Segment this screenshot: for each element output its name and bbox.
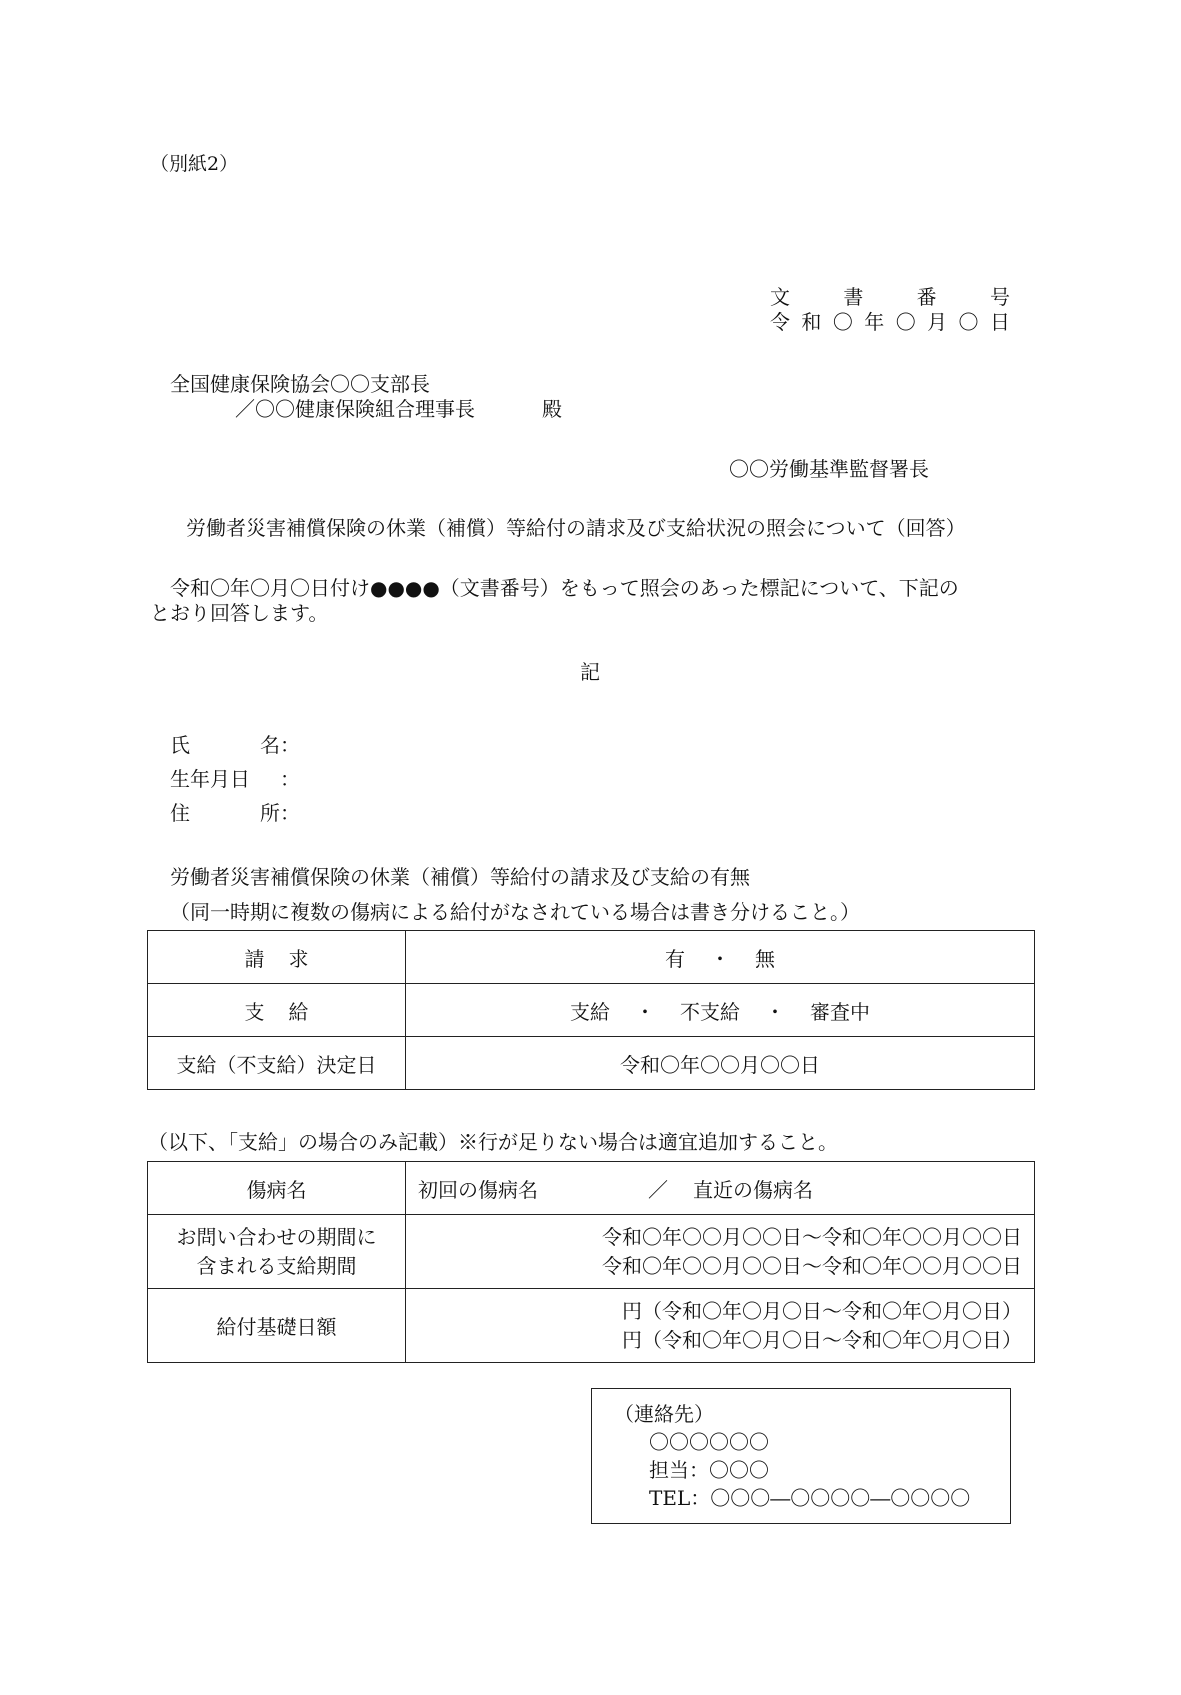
first-disease-label: 初回の傷病名 (418, 1177, 538, 1202)
label-char: 氏 (170, 733, 190, 757)
table-row (148, 1037, 1035, 1090)
addressee-honorific: 殿 (542, 397, 562, 421)
disease-separator: ／ (648, 1177, 668, 1202)
table-row (148, 1215, 1035, 1289)
label-char: 給 (288, 999, 309, 1024)
field-birthdate (170, 763, 300, 792)
body-line-2: とおり回答します。 (150, 601, 329, 625)
table1-note: （同一時期に複数の傷病による給付がなされている場合は書き分けること。） (170, 900, 860, 924)
option-separator: ・ (765, 999, 785, 1024)
field-name-colon: ： (280, 733, 300, 757)
label-char: 名 (260, 733, 280, 757)
benefit-line: 円（令和〇年〇月〇日～令和〇年〇月〇日） (622, 1298, 1022, 1323)
table2-heading: （以下、「支給」の場合のみ記載）※行が足りない場合は適宜追加すること。 (148, 1130, 838, 1154)
table-row (148, 931, 1035, 984)
option-under-review: 審査中 (810, 999, 870, 1024)
field-birthdate-label (170, 763, 280, 792)
payment-options (406, 984, 1035, 1037)
field-birthdate-colon: ： (280, 767, 300, 791)
payment-label (148, 984, 406, 1037)
docno-char: 番 (916, 285, 937, 309)
field-name-label (170, 729, 280, 758)
daily-benefit-label: 給付基礎日額 (148, 1289, 406, 1363)
option-separator: ・ (635, 999, 655, 1024)
table-row (148, 1289, 1035, 1363)
label-char: 住 (170, 801, 190, 825)
date-char: 〇 (958, 310, 979, 334)
option-separator: ・ (710, 946, 730, 971)
contact-telephone: TEL：〇〇〇―〇〇〇〇―〇〇〇〇 (649, 1486, 971, 1510)
claim-label (148, 931, 406, 984)
body-line-1: 令和〇年〇月〇日付け●●●●（文書番号）をもって照会のあった標記について、下記の (170, 576, 959, 600)
decision-date-value: 令和〇年〇〇月〇〇日 (406, 1037, 1035, 1090)
date-char: 和 (801, 310, 822, 334)
label-char: 支 (244, 999, 265, 1024)
option-no: 無 (755, 946, 775, 971)
period-line: 令和〇年〇〇月〇〇日～令和〇年〇〇月〇〇日 (602, 1253, 1022, 1278)
label-line: 含まれる支給期間 (196, 1253, 357, 1278)
document-number-label (770, 287, 1010, 312)
annex-label: （別紙2） (150, 153, 239, 175)
document-date (770, 312, 1010, 337)
date-char: 月 (927, 310, 948, 334)
decision-date-label: 支給（不支給）決定日 (148, 1037, 406, 1090)
claim-status-table (147, 930, 1035, 1090)
daily-benefit-value (406, 1289, 1035, 1363)
sender-name: 〇〇労働基準監督署長 (729, 457, 929, 481)
date-char: 令 (770, 310, 790, 334)
contact-box (591, 1388, 1011, 1524)
contact-title: （連絡先） (614, 1402, 714, 1426)
document-number-block (770, 287, 1010, 337)
field-name (170, 729, 300, 758)
contact-person: 担当：〇〇〇 (649, 1458, 769, 1482)
payment-detail-table (147, 1161, 1035, 1363)
document-subject: 労働者災害補償保険の休業（補償）等給付の請求及び支給状況の照会について（回答） (186, 516, 966, 540)
label-char: 請 (244, 946, 265, 971)
latest-disease-label: 直近の傷病名 (693, 1177, 813, 1202)
option-not-paid: 不支給 (680, 999, 740, 1024)
payment-period-value (406, 1215, 1035, 1289)
label-char: 生年月日 (170, 767, 250, 791)
docno-char: 書 (843, 285, 864, 309)
table-row (148, 984, 1035, 1037)
docno-char: 文 (770, 285, 790, 309)
date-char: 〇 (895, 310, 916, 334)
ki-heading: 記 (580, 660, 600, 684)
claim-options (406, 931, 1035, 984)
addressee-line-2: ／〇〇健康保険組合理事長 (235, 397, 475, 421)
field-address-colon: ： (280, 801, 300, 825)
label-line: お問い合わせの期間に (176, 1224, 377, 1249)
payment-period-label (148, 1215, 406, 1289)
disease-name-value (406, 1162, 1035, 1215)
option-yes: 有 (665, 946, 685, 971)
contact-organization: 〇〇〇〇〇〇 (649, 1430, 769, 1454)
table-row (148, 1162, 1035, 1215)
field-address (170, 797, 300, 826)
period-line: 令和〇年〇〇月〇〇日～令和〇年〇〇月〇〇日 (602, 1224, 1022, 1249)
date-char: 日 (989, 310, 1010, 334)
table1-heading: 労働者災害補償保険の休業（補償）等給付の請求及び支給の有無 (170, 865, 750, 889)
disease-name-label: 傷病名 (148, 1162, 406, 1215)
docno-char: 号 (989, 285, 1010, 309)
benefit-line: 円（令和〇年〇月〇日～令和〇年〇月〇日） (622, 1327, 1022, 1352)
field-address-label (170, 797, 280, 826)
date-char: 年 (864, 310, 885, 334)
date-char: 〇 (832, 310, 853, 334)
option-paid: 支給 (570, 999, 610, 1024)
addressee-line-1: 全国健康保険協会〇〇支部長 (170, 372, 430, 396)
label-char: 所 (260, 801, 280, 825)
label-char: 求 (288, 946, 309, 971)
